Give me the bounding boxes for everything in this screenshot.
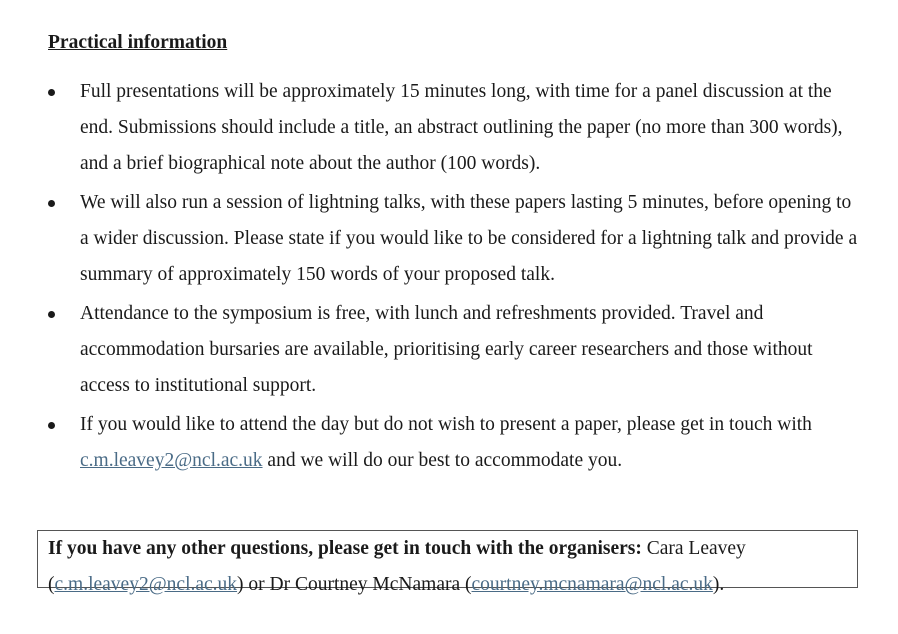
contact-lead: If you have any other questions, please get in touch with the organisers: xyxy=(48,538,642,559)
section-heading: Practical information xyxy=(48,32,228,53)
bullet-icon xyxy=(48,422,55,429)
list-item xyxy=(48,74,860,182)
bullet-text: We will also run a session of lightning talks, with these papers lasting 5 minutes, before opening to a wider discussion. Please state if you would like to be considered for a lightning talk and provide a summary of approximately 150 words of your proposed talk. xyxy=(80,192,858,285)
list-item xyxy=(48,296,860,404)
contact-email-link-1[interactable]: c.m.leavey2@ncl.ac.uk xyxy=(54,574,238,595)
bullet-text: Full presentations will be approximately 15 minutes long, with time for a panel discussion at the end. Submissions should include a title, an abstract outlining the paper (no more than 300 words), and a brief biographical note about the author (100 words). xyxy=(80,81,843,174)
attend-email-link[interactable]: c.m.leavey2@ncl.ac.uk xyxy=(80,450,263,471)
list-item xyxy=(48,185,860,293)
bullet-icon xyxy=(48,200,55,207)
bullet-icon xyxy=(48,89,55,96)
contact-name1: Cara Leavey ( xyxy=(48,538,746,595)
list-item xyxy=(48,407,860,479)
contact-mid: ) or Dr Courtney McNamara ( xyxy=(237,574,472,595)
bullet-text-after: and we will do our best to accommodate you. xyxy=(262,450,623,471)
contact-email-link-2[interactable]: courtney.mcnamara@ncl.ac.uk xyxy=(471,574,713,595)
bullet-text-before: If you would like to attend the day but do not wish to present a paper, please get in touch with xyxy=(80,414,812,435)
info-bullet-list xyxy=(48,74,860,482)
bullet-text: Attendance to the symposium is free, with lunch and refreshments provided. Travel and accommodation bursaries are available, prioritising early career researchers and those without access to institutional support. xyxy=(80,303,813,396)
bullet-icon xyxy=(48,311,55,318)
contact-end: ). xyxy=(712,574,725,595)
contact-box xyxy=(37,530,858,595)
